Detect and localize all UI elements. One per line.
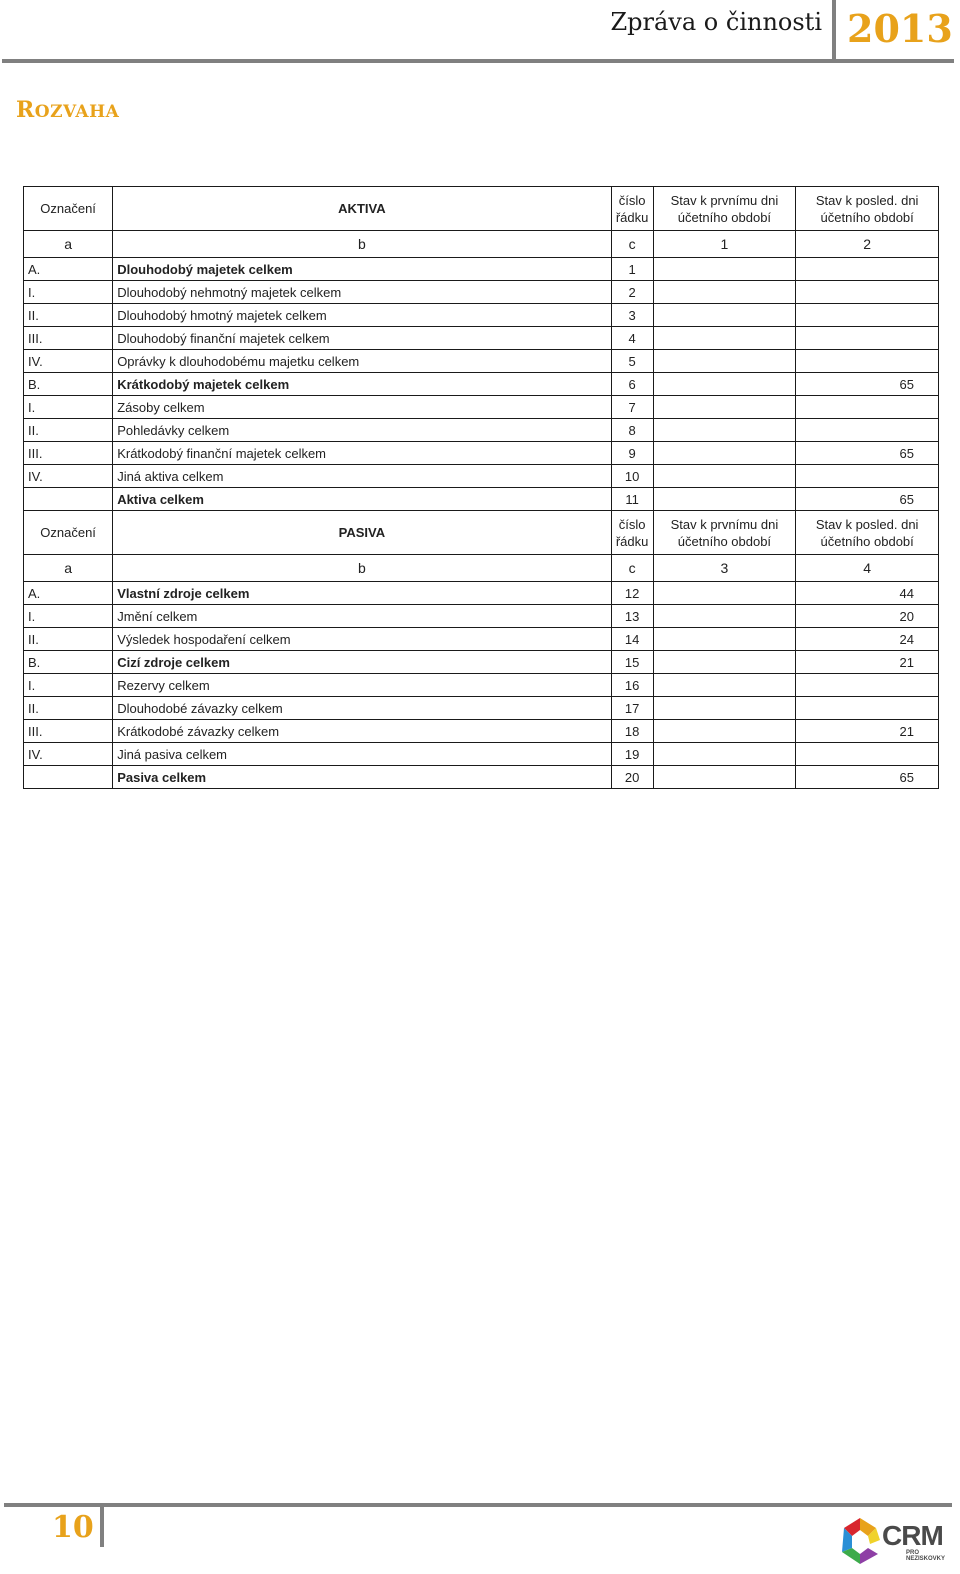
- row-number: 6: [611, 373, 653, 396]
- row-mark: IV.: [24, 350, 113, 373]
- row-mark: B.: [24, 651, 113, 674]
- header-rule: [2, 59, 954, 63]
- table-row: [24, 628, 939, 651]
- row-mark: B.: [24, 373, 113, 396]
- row-end-value: 65: [796, 373, 939, 396]
- row-number: 1: [611, 258, 653, 281]
- row-start-value: [653, 720, 796, 743]
- row-start-value: [653, 442, 796, 465]
- row-end-value: 21: [796, 720, 939, 743]
- pasiva-column-letter: a: [24, 555, 113, 582]
- row-description: Aktiva celkem: [113, 488, 611, 511]
- row-number: 15: [611, 651, 653, 674]
- row-start-value: [653, 766, 796, 789]
- row-description: Krátkodobý finanční majetek celkem: [113, 442, 611, 465]
- row-number: 2: [611, 281, 653, 304]
- aktiva-end-state-header-line-2: účetního období: [820, 209, 914, 225]
- row-start-value: [653, 488, 796, 511]
- row-description: Vlastní zdroje celkem: [113, 582, 611, 605]
- aktiva-mark-header: Označení: [24, 187, 113, 231]
- row-start-value: [653, 582, 796, 605]
- row-mark: IV.: [24, 743, 113, 766]
- row-start-value: [653, 743, 796, 766]
- aktiva-start-state-header-line-1: Stav k prvnímu dni: [670, 192, 779, 208]
- row-start-value: [653, 373, 796, 396]
- pasiva-row-number-header: [611, 511, 653, 555]
- row-number: 10: [611, 465, 653, 488]
- row-end-value: 44: [796, 582, 939, 605]
- row-start-value: [653, 327, 796, 350]
- crm-logo-subtext: PRO NEZISKOVKY: [906, 1550, 946, 1562]
- balance-sheet-body: [24, 187, 939, 789]
- row-description: Dlouhodobé závazky celkem: [113, 697, 611, 720]
- row-number: 11: [611, 488, 653, 511]
- table-row: [24, 327, 939, 350]
- row-start-value: [653, 674, 796, 697]
- pasiva-start-state-header-line-1: Stav k prvnímu dni: [670, 516, 779, 532]
- row-end-value: [796, 419, 939, 442]
- pasiva-end-state-header: [796, 511, 939, 555]
- pasiva-column-letter: b: [113, 555, 611, 582]
- aktiva-row-number-header-line-2: řádku: [615, 209, 649, 225]
- row-description: Výsledek hospodaření celkem: [113, 628, 611, 651]
- row-number: 19: [611, 743, 653, 766]
- row-description: Dlouhodobý nehmotný majetek celkem: [113, 281, 611, 304]
- balance-sheet-table: [23, 186, 939, 789]
- row-description: Krátkodobé závazky celkem: [113, 720, 611, 743]
- table-row: [24, 674, 939, 697]
- row-start-value: [653, 419, 796, 442]
- table-row: [24, 651, 939, 674]
- aktiva-header-row: [24, 187, 939, 231]
- row-description: Rezervy celkem: [113, 674, 611, 697]
- aktiva-end-state-header-line-1: Stav k posled. dni: [815, 192, 919, 208]
- table-row: [24, 605, 939, 628]
- crm-logo-icon: [836, 1514, 884, 1566]
- row-end-value: [796, 674, 939, 697]
- row-end-value: [796, 743, 939, 766]
- row-end-value: [796, 465, 939, 488]
- row-mark: A.: [24, 258, 113, 281]
- row-start-value: [653, 350, 796, 373]
- row-start-value: [653, 304, 796, 327]
- row-description: Cizí zdroje celkem: [113, 651, 611, 674]
- row-number: 20: [611, 766, 653, 789]
- row-start-value: [653, 258, 796, 281]
- row-mark: I.: [24, 281, 113, 304]
- row-end-value: [796, 327, 939, 350]
- header-separator: [832, 0, 836, 62]
- row-mark: III.: [24, 327, 113, 350]
- aktiva-column-letter-row: [24, 231, 939, 258]
- row-number: 14: [611, 628, 653, 651]
- aktiva-column-letter: c: [611, 231, 653, 258]
- row-number: 4: [611, 327, 653, 350]
- row-mark: IV.: [24, 465, 113, 488]
- aktiva-column-letter: b: [113, 231, 611, 258]
- aktiva-row-number-header-line-1: číslo: [618, 192, 646, 208]
- aktiva-row-number-header: [611, 187, 653, 231]
- pasiva-column-letter: 4: [796, 555, 939, 582]
- row-number: 9: [611, 442, 653, 465]
- row-mark: I.: [24, 674, 113, 697]
- row-start-value: [653, 628, 796, 651]
- table-row: [24, 766, 939, 789]
- row-description: Dlouhodobý finanční majetek celkem: [113, 327, 611, 350]
- row-number: 5: [611, 350, 653, 373]
- pasiva-start-state-header: [653, 511, 796, 555]
- pasiva-end-state-header-line-2: účetního období: [820, 533, 914, 549]
- header-title: Zpráva o činnosti: [610, 8, 822, 36]
- row-start-value: [653, 697, 796, 720]
- table-row: [24, 304, 939, 327]
- row-mark: II.: [24, 628, 113, 651]
- row-end-value: 65: [796, 488, 939, 511]
- row-end-value: 20: [796, 605, 939, 628]
- row-description: Oprávky k dlouhodobému majetku celkem: [113, 350, 611, 373]
- pasiva-header-row: [24, 511, 939, 555]
- row-mark: II.: [24, 697, 113, 720]
- row-end-value: [796, 350, 939, 373]
- pasiva-column-letter: c: [611, 555, 653, 582]
- row-end-value: [796, 281, 939, 304]
- row-mark: [24, 488, 113, 511]
- pasiva-row-number-header-line-2: řádku: [615, 533, 649, 549]
- table-row: [24, 743, 939, 766]
- row-number: 13: [611, 605, 653, 628]
- row-start-value: [653, 605, 796, 628]
- aktiva-start-state-header: [653, 187, 796, 231]
- table-row: [24, 419, 939, 442]
- row-end-value: 65: [796, 442, 939, 465]
- row-mark: III.: [24, 442, 113, 465]
- row-mark: I.: [24, 605, 113, 628]
- row-mark: III.: [24, 720, 113, 743]
- row-start-value: [653, 465, 796, 488]
- row-end-value: 24: [796, 628, 939, 651]
- pasiva-start-state-header-line-2: účetního období: [677, 533, 772, 549]
- table-row: [24, 442, 939, 465]
- pasiva-title-header: PASIVA: [113, 511, 611, 555]
- row-number: 16: [611, 674, 653, 697]
- row-description: Dlouhodobý hmotný majetek celkem: [113, 304, 611, 327]
- row-description: Pohledávky celkem: [113, 419, 611, 442]
- table-row: [24, 396, 939, 419]
- crm-logo: [836, 1514, 954, 1566]
- section-title-rest: OZVAHA: [34, 102, 120, 122]
- row-description: Jiná pasiva celkem: [113, 743, 611, 766]
- section-title: [16, 97, 119, 123]
- pasiva-column-letter-row: [24, 555, 939, 582]
- section-title-initial: R: [16, 97, 35, 123]
- row-start-value: [653, 281, 796, 304]
- pasiva-row-number-header-line-1: číslo: [618, 516, 646, 532]
- row-end-value: [796, 258, 939, 281]
- row-start-value: [653, 651, 796, 674]
- crm-logo-text: CRM: [882, 1520, 943, 1551]
- row-description: Jmění celkem: [113, 605, 611, 628]
- table-row: [24, 720, 939, 743]
- row-number: 3: [611, 304, 653, 327]
- pasiva-end-state-header-line-1: Stav k posled. dni: [815, 516, 919, 532]
- row-mark: [24, 766, 113, 789]
- row-description: Zásoby celkem: [113, 396, 611, 419]
- row-description: Pasiva celkem: [113, 766, 611, 789]
- table-row: [24, 582, 939, 605]
- row-description: Krátkodobý majetek celkem: [113, 373, 611, 396]
- row-start-value: [653, 396, 796, 419]
- pasiva-column-letter: 3: [653, 555, 796, 582]
- table-row: [24, 350, 939, 373]
- table-row: [24, 488, 939, 511]
- row-description: Dlouhodobý majetek celkem: [113, 258, 611, 281]
- table-row: [24, 373, 939, 396]
- row-number: 17: [611, 697, 653, 720]
- row-number: 18: [611, 720, 653, 743]
- aktiva-column-letter: 1: [653, 231, 796, 258]
- pasiva-mark-header: Označení: [24, 511, 113, 555]
- table-row: [24, 258, 939, 281]
- aktiva-column-letter: a: [24, 231, 113, 258]
- aktiva-column-letter: 2: [796, 231, 939, 258]
- row-end-value: [796, 396, 939, 419]
- row-end-value: 65: [796, 766, 939, 789]
- row-mark: I.: [24, 396, 113, 419]
- aktiva-start-state-header-line-2: účetního období: [677, 209, 772, 225]
- footer-rule: [4, 1503, 952, 1507]
- row-number: 8: [611, 419, 653, 442]
- row-end-value: [796, 697, 939, 720]
- aktiva-end-state-header: [796, 187, 939, 231]
- page-number: 10: [52, 1510, 94, 1545]
- table-row: [24, 697, 939, 720]
- footer-separator: [100, 1503, 104, 1547]
- row-description: Jiná aktiva celkem: [113, 465, 611, 488]
- row-end-value: 21: [796, 651, 939, 674]
- row-number: 7: [611, 396, 653, 419]
- row-mark: A.: [24, 582, 113, 605]
- table-row: [24, 281, 939, 304]
- row-mark: II.: [24, 304, 113, 327]
- header-year: 2013: [847, 6, 953, 51]
- aktiva-title-header: AKTIVA: [113, 187, 611, 231]
- row-mark: II.: [24, 419, 113, 442]
- table-row: [24, 465, 939, 488]
- row-number: 12: [611, 582, 653, 605]
- row-end-value: [796, 304, 939, 327]
